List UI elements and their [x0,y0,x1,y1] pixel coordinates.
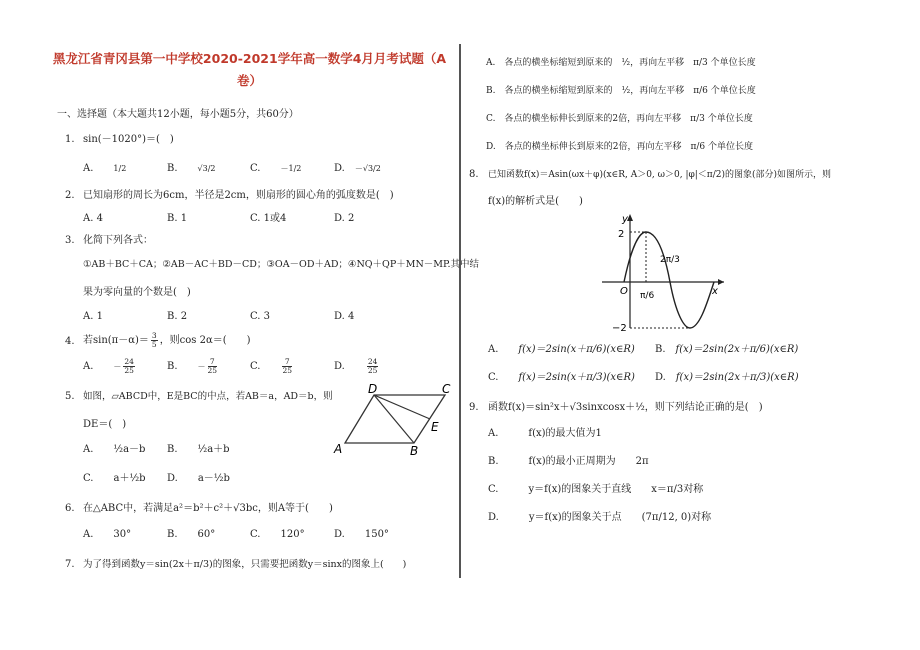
q2-option-b[interactable]: B. 1 [167,213,188,224]
q7-option-c[interactable]: C. 各点的横坐标伸长到原来的2倍，再向左平移 π/3 个单位长度 [486,114,753,124]
q8-option-b[interactable]: B. f(x)＝2sin(2x＋π/6)(x∈R) [655,344,799,355]
q1-stem: sin(－1020°)＝( ) [83,134,174,145]
q5-number: 5. [65,391,75,402]
q7-option-b[interactable]: B. 各点的横坐标缩短到原来的 ½，再向左平移 π/6 个单位长度 [486,86,756,96]
segment-db [374,395,414,443]
ymin-label: −2 [612,323,627,334]
q1-option-b[interactable]: B. √3/2 [167,163,216,174]
sine-curve [624,232,714,328]
q3-expression: ①AB＋BC＋CA；②AB－AC＋BD－CD；③OA－OD＋AD；④NQ＋QP＋MN－MP.其中结 [83,259,479,270]
q2-stem: 已知扇形的周长为6cm，半径是2cm，则扇形的圆心角的弧度数是( ) [83,190,394,201]
q8-option-a[interactable]: A. f(x)＝2sin(x＋π/6)(x∈R) [488,344,635,355]
q4-option-a[interactable]: A. － $\frac{24}{25}$ [83,357,134,375]
q8-stem-2: f(x)的解析式是( ) [488,196,583,207]
sine-graph [598,210,730,335]
q1-option-c[interactable]: C. －1/2 [250,163,302,174]
ymax-label: 2 [618,229,625,240]
q4-number: 4. [65,336,75,347]
q4-option-d[interactable]: D. $\frac{24}{25}$ [334,357,378,375]
q2-option-c[interactable]: C. 1或4 [250,213,287,224]
q5-option-d[interactable]: D. a－½b [167,473,230,484]
q6-option-a[interactable]: A. 30° [83,529,132,540]
parallelogram-figure [330,383,460,458]
q5-option-c[interactable]: C. a＋½b [83,473,146,484]
exam-title-line2: 卷） [236,73,262,88]
q5-stem-2: DE＝( ) [83,419,127,430]
q2-option-a[interactable]: A. 4 [83,213,103,224]
q2-option-d[interactable]: D. 2 [334,213,355,224]
q5-option-b[interactable]: B. ½a＋b [167,444,230,455]
label-e: E [431,420,439,434]
q3-option-b[interactable]: B. 2 [167,311,188,322]
x-axis-label: x [712,286,718,297]
q9-option-c[interactable]: C. y＝f(x)的图象关于直线 x＝π/3对称 [488,484,704,495]
q7-stem: 为了得到函数y＝sin(2x＋π/3)的图象，只需要把函数y＝sinx的图象上( ) [83,559,407,570]
q6-stem: 在△ABC中，若满足a²＝b²＋c²＋√3bc，则A等于( ) [83,503,333,514]
tick-2pi-3: 2π/3 [660,255,680,265]
exam-title [52,48,447,92]
q7-number: 7. [65,559,75,570]
x-axis-arrow-icon [718,279,724,285]
tick-pi-6: π/6 [640,291,655,301]
q9-stem: 函数f(x)＝sin²x＋√3sinxcosx＋½，则下列结论正确的是( ) [488,402,763,413]
q6-option-d[interactable]: D. 150° [334,529,389,540]
q4-option-c[interactable]: C. $\frac{7}{25}$ [250,357,293,375]
q4-option-b[interactable]: B. － $\frac{7}{25}$ [167,357,218,375]
q9-number: 9. [469,402,479,413]
q1-number: 1. [65,134,75,145]
segment-de [374,395,430,419]
q2-number: 2. [65,190,75,201]
q3-stem: 化简下列各式： [83,235,153,246]
q9-option-a[interactable]: A. f(x)的最大值为1 [488,428,602,439]
section-heading: 一、选择题（本大题共12小题，每小题5分，共60分） [57,109,299,120]
q3-option-c[interactable]: C. 3 [250,311,271,322]
q8-option-d[interactable]: D. f(x)＝2sin(2x＋π/3)(x∈R) [655,372,799,383]
q9-option-d[interactable]: D. y＝f(x)的图象关于点 (7π/12, 0)对称 [488,512,712,523]
q3-number: 3. [65,235,75,246]
q3-option-d[interactable]: D. 4 [334,311,355,322]
q1-option-a[interactable]: A. 1/2 [83,163,127,174]
q8-number: 8. [469,169,479,180]
q9-option-b[interactable]: B. f(x)的最小正周期为 2π [488,456,649,467]
exam-title-line1: 黑龙江省青冈县第一中学校2020-2021学年高一数学4月月考试题（A [52,51,447,66]
q6-number: 6. [65,503,75,514]
origin-label: O [620,286,628,297]
label-a: A [334,442,343,456]
q8-option-c[interactable]: C. f(x)＝2sin(x＋π/3)(x∈R) [488,372,635,383]
q3-option-a[interactable]: A. 1 [83,311,103,322]
label-b: B [410,444,419,458]
q6-option-c[interactable]: C. 120° [250,529,305,540]
y-axis-label: y [622,214,628,225]
q7-option-d[interactable]: D. 各点的横坐标伸长到原来的2倍，再向左平移 π/6 个单位长度 [486,142,754,152]
q4-stem: 若sin(π－α)＝ $\frac{3}{5}$ ，则cos 2α＝( ) [83,331,251,349]
q6-option-b[interactable]: B. 60° [167,529,216,540]
label-d: D [368,383,378,396]
q3-tail: 果为零向量的个数是( ) [83,287,191,298]
q5-option-a[interactable]: A. ½a－b [83,444,146,455]
q7-option-a[interactable]: A. 各点的横坐标缩短到原来的 ½，再向左平移 π/3 个单位长度 [486,58,756,68]
q5-stem: 如图，▱ABCD中，E是BC的中点，若AB＝a，AD＝b，则 [83,391,333,402]
q8-stem: 已知函数f(x)＝Asin(ωx＋φ)(x∈R, A＞0, ω＞0, |φ|＜π/2)的图象(部分)如图所示，则 [488,170,832,180]
column-divider [459,44,461,578]
q1-option-d[interactable]: D. －√3/2 [334,163,381,174]
label-c: C [442,383,451,396]
